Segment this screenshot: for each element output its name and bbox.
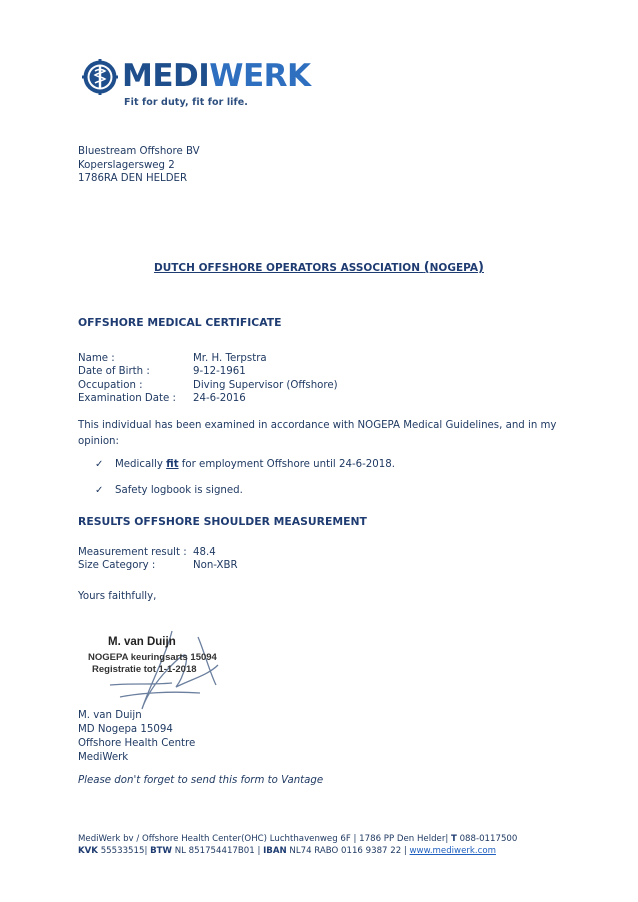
field-value: Non-XBR xyxy=(193,560,238,572)
vantage-note: Please don't forget to send this form to Vantage xyxy=(78,775,324,786)
bullet-fit xyxy=(95,459,395,470)
stamp-line-1: M. van Duijn xyxy=(108,636,176,648)
association-name: NOGEPA xyxy=(429,262,479,274)
footer-line-1 xyxy=(78,833,517,845)
stamp-line-3: Registratie tot 1-1-2018 xyxy=(92,664,197,675)
logo-wordmark xyxy=(122,58,311,94)
paren-open: ( xyxy=(423,260,430,275)
footer-iban: NL74 RABO 0116 9387 22 | xyxy=(286,846,410,856)
association-title xyxy=(0,260,638,275)
footer-address: MediWerk bv / Offshore Health Center(OHC) Luchthavenweg 6F | 1786 PP Den Helder| xyxy=(78,834,451,844)
recipient-address xyxy=(78,145,200,186)
field-label: Name : xyxy=(78,353,115,364)
results-heading: RESULTS OFFSHORE SHOULDER MEASUREMENT xyxy=(78,515,367,528)
closing-line: Yours faithfully, xyxy=(78,591,157,602)
signature-stamp xyxy=(80,625,250,715)
footer-t-label: T xyxy=(450,834,457,844)
field-label: Measurement result : xyxy=(78,547,187,558)
footer-phone: 088-0117500 xyxy=(456,834,518,844)
footer-kvk: 55533515| xyxy=(97,846,151,856)
field-value: Diving Supervisor (Offshore) xyxy=(193,379,338,391)
logo-tagline: Fit for duty, fit for life. xyxy=(124,97,249,108)
examination-statement: This individual has been examined in accordance with NOGEPA Medical Guidelines, and in my opinion: xyxy=(78,420,557,447)
bullet-logbook xyxy=(95,485,243,496)
paren-close: ) xyxy=(478,260,484,275)
stamp-line-2: NOGEPA keuringsarts 15094 xyxy=(88,652,217,663)
field-value: 24-6-2016 xyxy=(193,393,246,405)
address-line-3: 1786RA DEN HELDER xyxy=(78,173,188,184)
mediwerk-logo xyxy=(82,56,311,116)
website-link[interactable]: www.mediwerk.com xyxy=(409,846,496,856)
field-label: Size Category : xyxy=(78,560,156,572)
certificate-heading: OFFSHORE MEDICAL CERTIFICATE xyxy=(78,316,282,329)
caduceus-emblem-icon xyxy=(82,59,118,95)
checkmark-icon: ✓ xyxy=(95,459,104,470)
footer-line-2 xyxy=(78,845,517,857)
logo-werk: WERK xyxy=(209,58,311,94)
signatory-title: MD Nogepa 15094 xyxy=(78,724,173,735)
signatory-centre: Offshore Health Centre xyxy=(78,738,196,749)
field-label: Examination Date : xyxy=(78,393,176,405)
signatory-name: M. van Duijn xyxy=(78,710,142,721)
address-line-2: Koperslagersweg 2 xyxy=(78,159,175,171)
signatory-company: MediWerk xyxy=(78,752,129,763)
address-line-1: Bluestream Offshore BV xyxy=(78,146,200,157)
bullet-logbook-text: Safety logbook is signed. xyxy=(115,485,243,496)
logo-medi: MEDI xyxy=(122,58,210,94)
field-value: 9-12-1961 xyxy=(193,366,246,378)
footer-btw-label: BTW xyxy=(150,846,172,856)
field-label: Date of Birth : xyxy=(78,366,150,378)
fit-word: fit xyxy=(166,459,179,470)
footer xyxy=(78,833,517,857)
field-value: 48.4 xyxy=(193,547,216,558)
field-label: Occupation : xyxy=(78,379,143,391)
field-value: Mr. H. Terpstra xyxy=(193,353,267,364)
footer-btw: NL 851754417B01 | xyxy=(172,846,264,856)
bullet-fit-post: for employment Offshore until 24-6-2018. xyxy=(178,459,395,470)
association-prefix: DUTCH OFFSHORE OPERATORS ASSOCIATION xyxy=(154,262,424,274)
footer-kvk-label: KVK xyxy=(78,846,98,856)
bullet-fit-pre: Medically xyxy=(115,459,167,470)
checkmark-icon: ✓ xyxy=(95,485,104,496)
signatory-block xyxy=(78,709,195,765)
footer-iban-label: IBAN xyxy=(263,846,287,856)
